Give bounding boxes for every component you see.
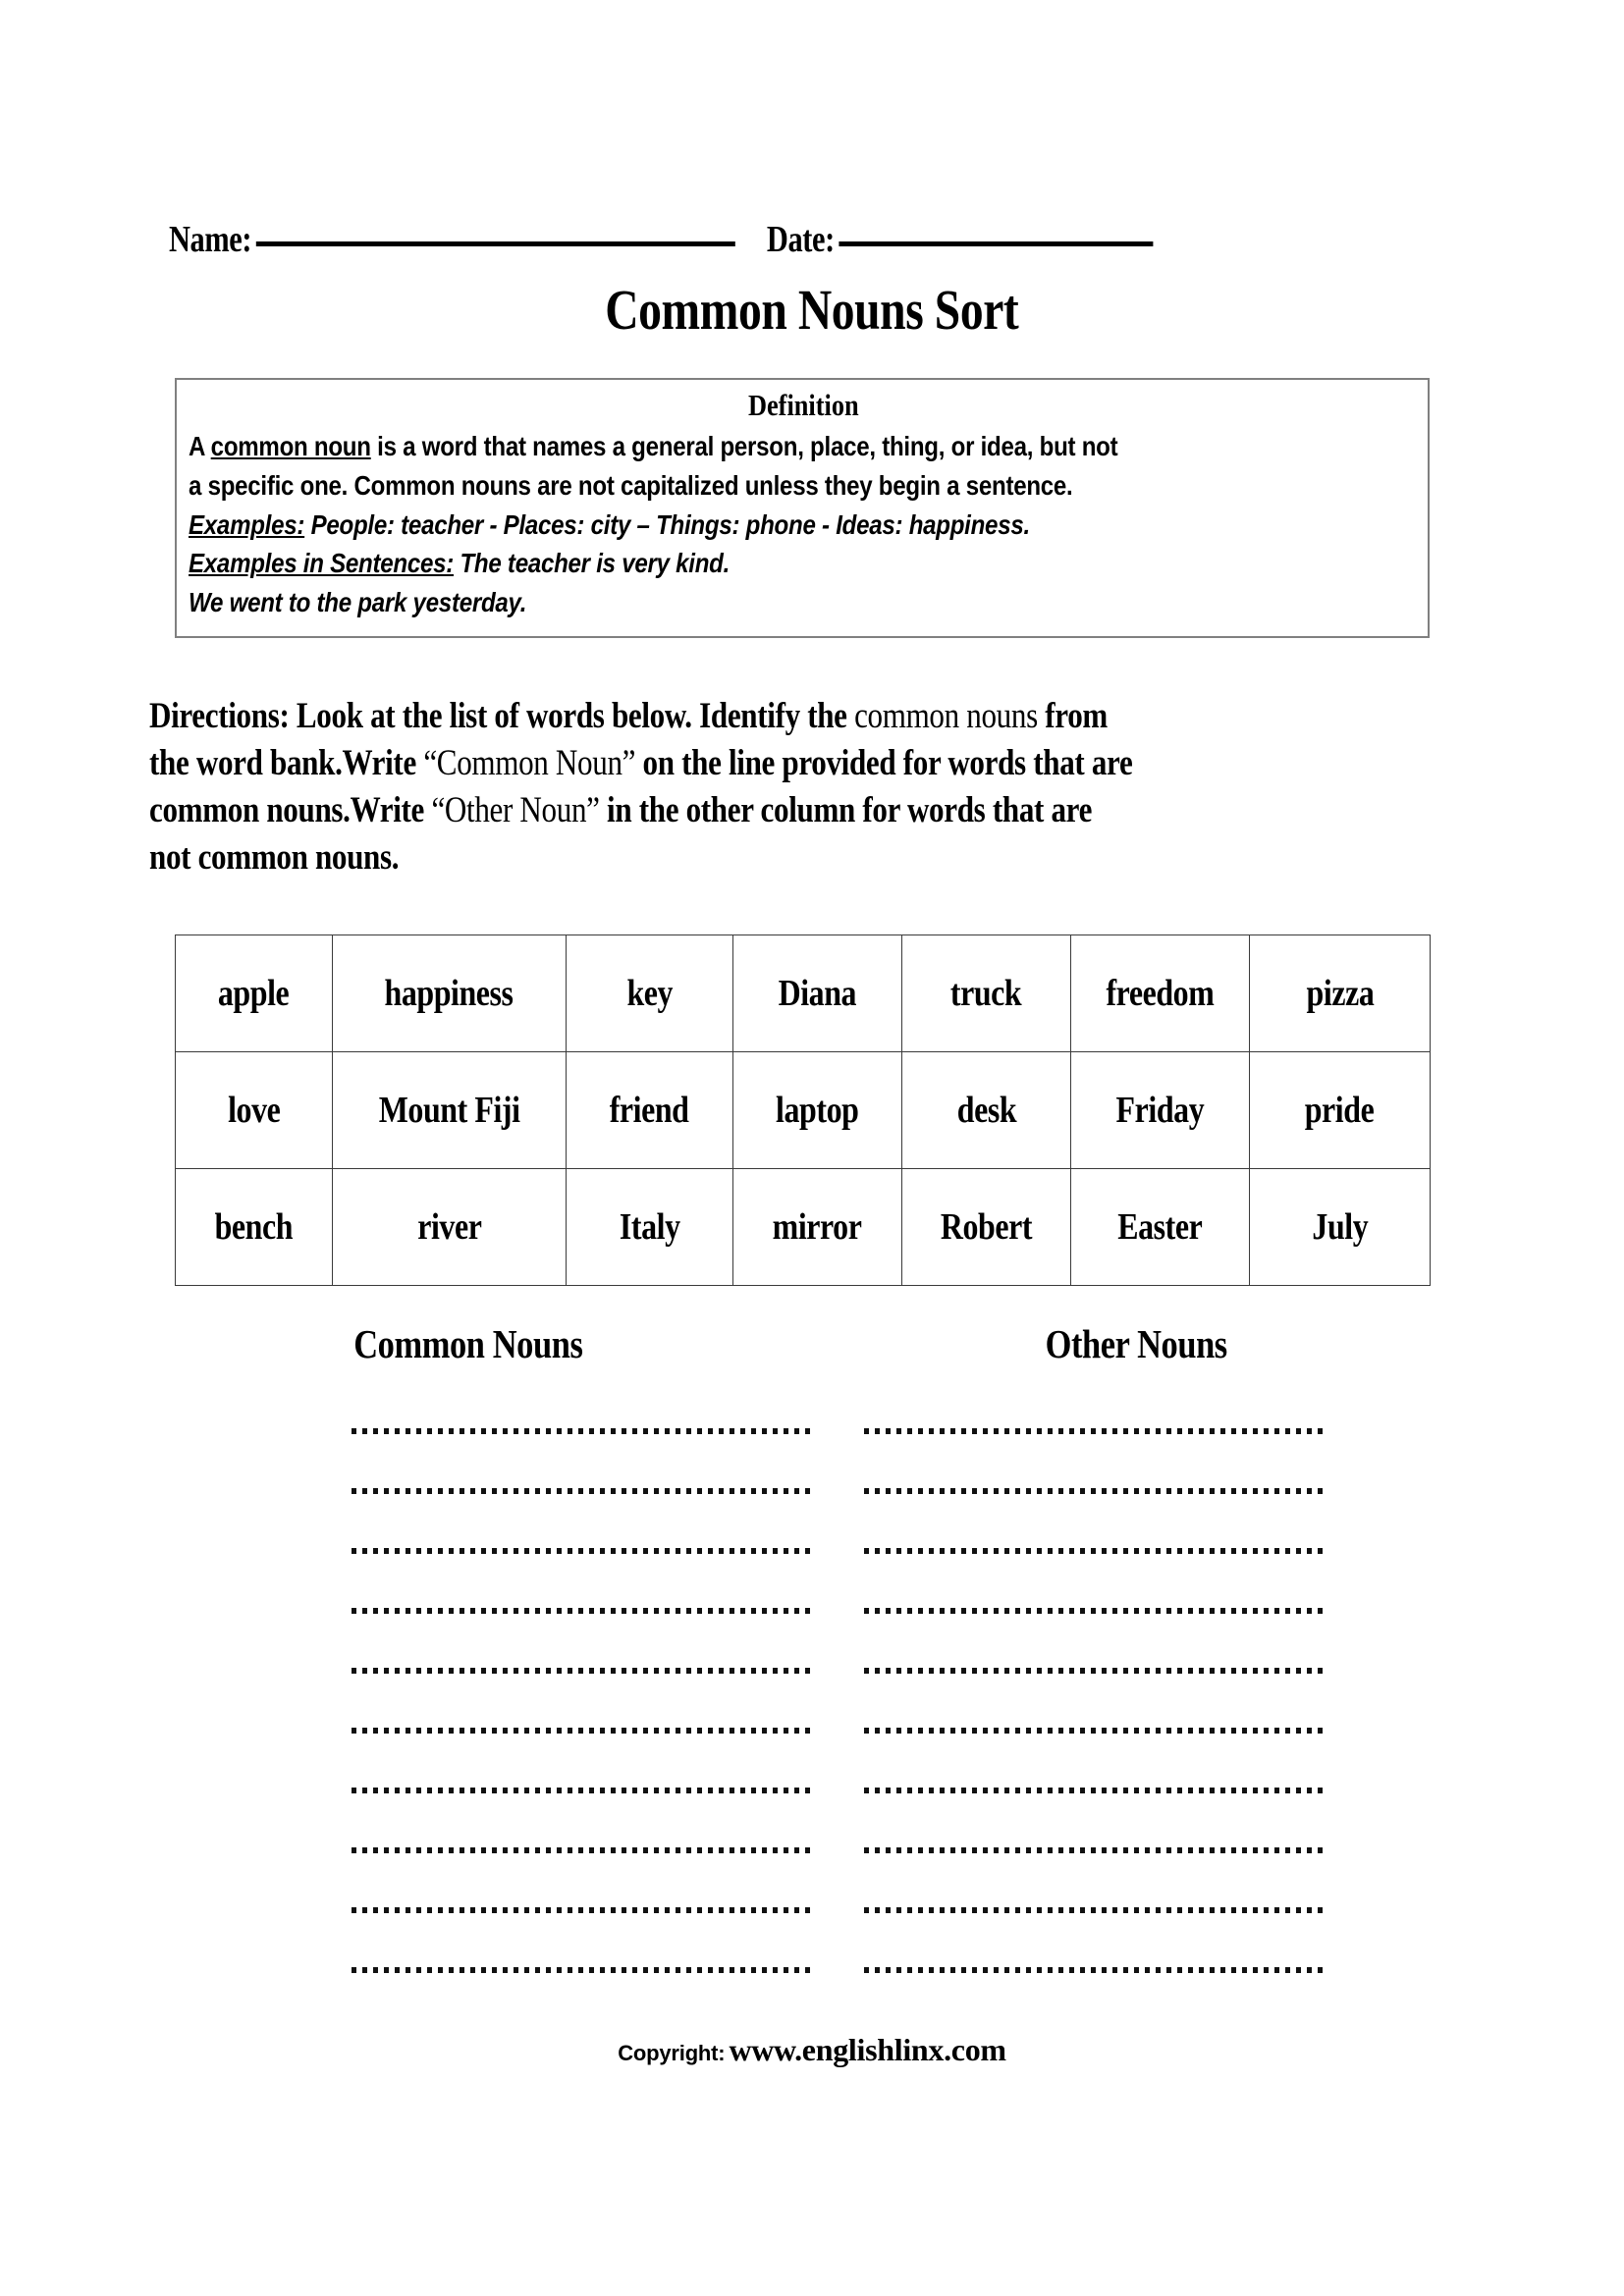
definition-line2-text: a specific one. Common nouns are not capitalized unless they begin a sentence.: [189, 469, 1073, 501]
word-cell[interactable]: [567, 1169, 733, 1286]
definition-line-1: [189, 427, 1418, 466]
table-row: [176, 1169, 1431, 1286]
dotted-line: [864, 1608, 1326, 1614]
common-noun-answer-line[interactable]: [352, 1811, 813, 1871]
directions-l1-b: from: [1037, 696, 1108, 736]
word-cell[interactable]: [176, 1169, 333, 1286]
dotted-line: [352, 1728, 813, 1734]
common-noun-answer-line[interactable]: [352, 1931, 813, 1991]
other-noun-answer-line[interactable]: [864, 1512, 1326, 1572]
word-label: love: [227, 1090, 281, 1131]
definition-sentences-label: Examples in Sentences:: [189, 548, 455, 579]
definition-line1-prefix: A: [189, 431, 211, 461]
definition-examples-label: Examples:: [189, 508, 305, 540]
directions-l2-emphasis: “Common Noun”: [423, 743, 636, 784]
answer-row: [175, 1512, 1430, 1572]
word-cell[interactable]: [333, 1169, 567, 1286]
answer-column-gap: [813, 1931, 864, 1991]
dotted-line: [864, 1728, 1326, 1734]
word-label: July: [1312, 1206, 1368, 1248]
copyright-url: www.englishlinx.com: [729, 2032, 1006, 2067]
word-cell[interactable]: [1250, 935, 1431, 1052]
dotted-line: [864, 1847, 1326, 1853]
word-label: Friday: [1115, 1090, 1205, 1131]
directions-l2-a: the word bank.Write: [149, 743, 424, 784]
answer-column-gap: [813, 1512, 864, 1572]
word-cell[interactable]: [902, 1169, 1071, 1286]
word-label: river: [416, 1206, 482, 1248]
answer-column-gap: [813, 1871, 864, 1931]
other-noun-answer-line[interactable]: [864, 1811, 1326, 1871]
word-cell[interactable]: [902, 1052, 1071, 1169]
answer-lines-area: [175, 1392, 1430, 1991]
dotted-line: [864, 1907, 1326, 1913]
word-cell[interactable]: [733, 1052, 902, 1169]
definition-line-2: [189, 466, 1418, 506]
definition-heading: [189, 388, 1418, 423]
definition-line-4: [189, 544, 1418, 583]
other-noun-answer-line[interactable]: [864, 1631, 1326, 1691]
other-nouns-header-text: Other Nouns: [1045, 1321, 1228, 1366]
definition-line-5: [189, 583, 1418, 622]
directions-l3-b: in the other column for words that are: [599, 790, 1093, 831]
other-noun-answer-line[interactable]: [864, 1691, 1326, 1751]
directions-l2-b: on the line provided for words that are: [635, 743, 1133, 784]
common-noun-answer-line[interactable]: [352, 1572, 813, 1631]
common-noun-answer-line[interactable]: [352, 1512, 813, 1572]
word-label: Italy: [619, 1206, 680, 1248]
definition-line5-text: We went to the park yesterday.: [189, 587, 527, 617]
common-nouns-header: [175, 1320, 824, 1367]
page-title-text: Common Nouns Sort: [605, 278, 1019, 342]
definition-examples-text: People: teacher - Places: city – Things: phone - Ideas: happiness.: [304, 508, 1030, 540]
definition-line1-suffix: is a word that names a general person, place, thing, or idea, but not: [370, 431, 1118, 461]
word-label: Robert: [940, 1206, 1033, 1248]
word-cell[interactable]: [1071, 1169, 1250, 1286]
directions-line-4: [149, 834, 1485, 881]
directions-paragraph: [149, 693, 1485, 881]
answer-row: [175, 1452, 1430, 1512]
dotted-line: [864, 1788, 1326, 1793]
word-cell[interactable]: [176, 1052, 333, 1169]
definition-box: [175, 378, 1430, 638]
word-cell[interactable]: [1250, 1052, 1431, 1169]
word-cell[interactable]: [176, 935, 333, 1052]
other-noun-answer-line[interactable]: [864, 1931, 1326, 1991]
word-label: Mount Fiji: [378, 1090, 520, 1131]
sort-column-headers: [175, 1320, 1430, 1367]
other-noun-answer-line[interactable]: [864, 1871, 1326, 1931]
word-cell[interactable]: [733, 935, 902, 1052]
answer-row: [175, 1392, 1430, 1452]
directions-line-2: [149, 740, 1485, 787]
common-noun-answer-line[interactable]: [352, 1751, 813, 1811]
definition-heading-text: Definition: [747, 388, 859, 422]
name-label: Name:: [169, 219, 252, 260]
definition-sentences-text: The teacher is very kind.: [454, 548, 731, 579]
word-label: friend: [610, 1090, 689, 1131]
answer-row: [175, 1871, 1430, 1931]
answer-column-gap: [813, 1751, 864, 1811]
answer-column-gap: [813, 1631, 864, 1691]
dotted-line: [864, 1668, 1326, 1674]
footer: [0, 2032, 1624, 2068]
word-cell[interactable]: [733, 1169, 902, 1286]
word-label: pride: [1305, 1090, 1375, 1131]
date-input-line[interactable]: [839, 241, 1154, 246]
dotted-line: [864, 1488, 1326, 1494]
dotted-line: [352, 1967, 813, 1973]
name-date-row: [169, 218, 1190, 261]
word-cell[interactable]: [1071, 935, 1250, 1052]
other-nouns-header: [824, 1320, 1430, 1367]
dotted-line: [352, 1608, 813, 1614]
answer-row: [175, 1691, 1430, 1751]
answer-row: [175, 1572, 1430, 1631]
dotted-line: [864, 1967, 1326, 1973]
word-cell[interactable]: [567, 935, 733, 1052]
other-noun-answer-line[interactable]: [864, 1452, 1326, 1512]
answer-row: [175, 1631, 1430, 1691]
word-label: laptop: [776, 1090, 859, 1131]
common-noun-answer-line[interactable]: [352, 1392, 813, 1452]
dotted-line: [352, 1907, 813, 1913]
dotted-line: [352, 1428, 813, 1434]
word-cell[interactable]: [1071, 1052, 1250, 1169]
dotted-line: [352, 1668, 813, 1674]
answer-row: [175, 1931, 1430, 1991]
word-label: freedom: [1106, 973, 1215, 1014]
answer-column-gap: [813, 1452, 864, 1512]
dotted-line: [352, 1788, 813, 1793]
directions-l4: not common nouns.: [149, 837, 400, 879]
word-label: desk: [956, 1090, 1016, 1131]
directions-l3-emphasis: “Other Noun”: [431, 790, 600, 831]
word-cell[interactable]: [1250, 1169, 1431, 1286]
word-label: mirror: [773, 1206, 862, 1248]
word-bank-table: [175, 934, 1431, 1286]
common-nouns-header-text: Common Nouns: [352, 1321, 583, 1366]
word-label: truck: [950, 973, 1022, 1014]
dotted-line: [864, 1428, 1326, 1434]
answer-column-gap: [813, 1811, 864, 1871]
common-noun-answer-line[interactable]: [352, 1631, 813, 1691]
common-noun-answer-line[interactable]: [352, 1871, 813, 1931]
directions-line-3: [149, 787, 1485, 834]
word-cell[interactable]: [333, 935, 567, 1052]
name-input-line[interactable]: [256, 241, 735, 246]
dotted-line: [352, 1488, 813, 1494]
word-bank-body: [176, 935, 1431, 1286]
answer-row: [175, 1811, 1430, 1871]
page-title: [0, 277, 1624, 343]
word-label: pizza: [1306, 973, 1374, 1014]
directions-line-1: [149, 693, 1485, 740]
copyright-label: Copyright:: [618, 2041, 726, 2065]
directions-l3-a: common nouns.Write: [149, 790, 432, 831]
other-noun-answer-line[interactable]: [864, 1572, 1326, 1631]
table-row: [176, 935, 1431, 1052]
common-noun-answer-line[interactable]: [352, 1452, 813, 1512]
dotted-line: [352, 1548, 813, 1554]
dotted-line: [864, 1548, 1326, 1554]
word-label: happiness: [384, 973, 514, 1014]
word-cell[interactable]: [902, 935, 1071, 1052]
word-label: key: [626, 973, 673, 1014]
answer-row: [175, 1751, 1430, 1811]
word-cell[interactable]: [567, 1052, 733, 1169]
directions-l1-emphasis: common nouns: [854, 696, 1038, 736]
directions-l1-a: Directions: Look at the list of words below. Identify the: [149, 696, 855, 736]
other-noun-answer-line[interactable]: [864, 1392, 1326, 1452]
word-label: apple: [218, 973, 290, 1014]
word-label: Easter: [1117, 1206, 1203, 1248]
common-noun-answer-line[interactable]: [352, 1691, 813, 1751]
answer-column-gap: [813, 1572, 864, 1631]
word-cell[interactable]: [333, 1052, 567, 1169]
table-row: [176, 1052, 1431, 1169]
dotted-line: [352, 1847, 813, 1853]
definition-line-3: [189, 506, 1418, 545]
answer-column-gap: [813, 1691, 864, 1751]
word-label: bench: [214, 1206, 294, 1248]
definition-term: common noun: [210, 431, 371, 461]
answer-column-gap: [813, 1392, 864, 1452]
word-label: Diana: [778, 973, 857, 1014]
other-noun-answer-line[interactable]: [864, 1751, 1326, 1811]
date-label: Date:: [766, 219, 835, 260]
